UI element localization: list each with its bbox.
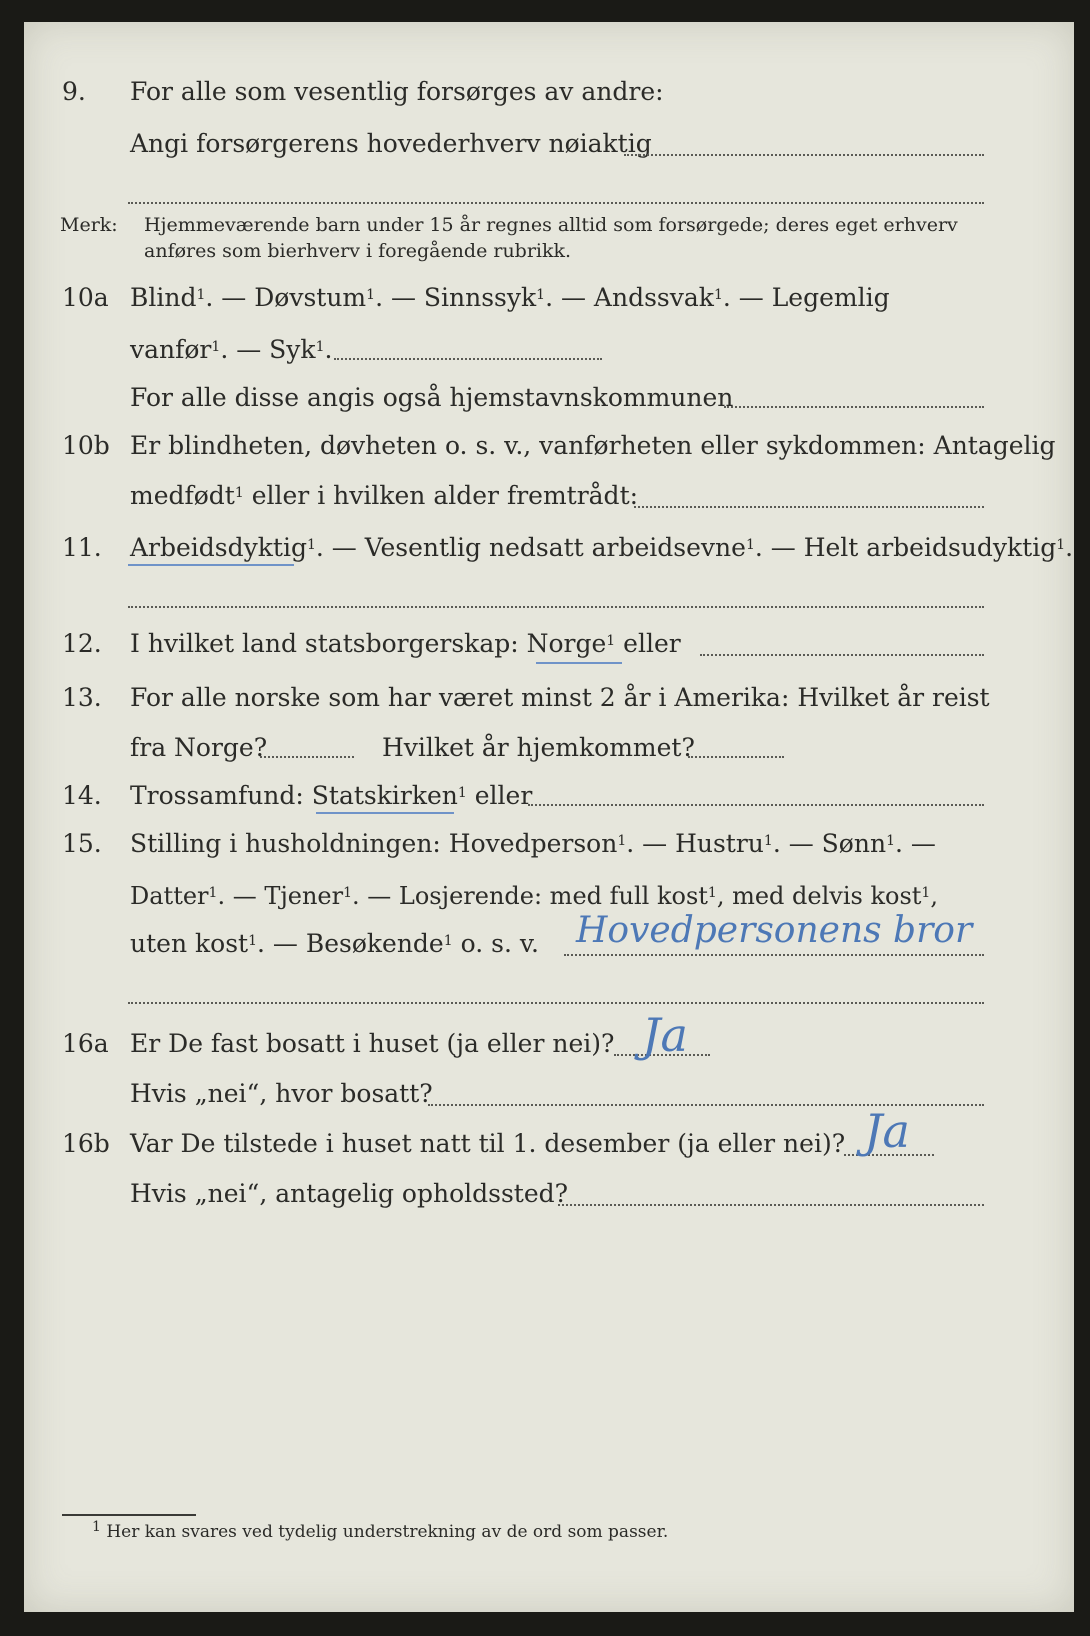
note-text: Hjemmeværende barn under 15 år regnes alltid som forsørgede; deres eget erhverv (144, 214, 958, 236)
answer-line (128, 1002, 984, 1004)
question-text: Var De tilstede i huset natt til 1. desember (ja eller nei)? (130, 1129, 846, 1158)
note-text: anføres som bierhverv i foregående rubrikk. (144, 240, 572, 262)
question-text: I hvilket land statsborgerskap: Norge$^1$ eller (130, 629, 681, 658)
question-text: vanfør$^1$. — Syk$^1$. (130, 335, 333, 364)
footnote-divider (62, 1514, 196, 1516)
question-text: Hvis „nei“, antagelig opholdssted? (130, 1179, 569, 1208)
footnote: $^1$ Her kan svares ved tydelig understrekning av de ord som passer. (92, 1519, 669, 1542)
handwritten-underline (316, 812, 454, 814)
question-text: For alle norske som har været minst 2 år i Amerika: Hvilket år reist (130, 683, 990, 712)
answer-line (128, 606, 984, 608)
question-text: Trossamfund: Statskirken$^1$ eller (130, 781, 533, 810)
question-number: 16b (62, 1129, 110, 1158)
note-label: Merk: (60, 214, 118, 236)
answer-line (334, 358, 602, 360)
handwritten-underline (128, 564, 294, 566)
question-number: 15. (62, 829, 102, 858)
question-number: 10b (62, 431, 110, 460)
question-text: Stilling i husholdningen: Hovedperson$^1$. — Hustru$^1$. — Sønn$^1$. — (130, 829, 936, 858)
handwritten-answer: Ja (864, 1104, 910, 1158)
answer-line (528, 804, 984, 806)
question-text: fra Norge? (130, 733, 268, 762)
question-number: 14. (62, 781, 102, 810)
handwritten-answer: Hovedpersonens bror (576, 910, 973, 951)
answer-line (558, 1204, 984, 1206)
question-text: Angi forsørgerens hovederhverv nøiaktig (130, 129, 652, 158)
question-text: Er blindheten, døvheten o. s. v., vanførheten eller sykdommen: Antagelig (130, 431, 1056, 460)
handwritten-answer: Ja (642, 1008, 688, 1062)
question-text: uten kost$^1$. — Besøkende$^1$ o. s. v. (130, 929, 539, 958)
question-number: 13. (62, 683, 102, 712)
question-number: 12. (62, 629, 102, 658)
answer-line (564, 954, 984, 956)
question-text: For alle disse angis også hjemstavnskommunen (130, 383, 734, 412)
question-text: Arbeidsdyktig$^1$. — Vesentlig nedsatt arbeidsevne$^1$. — Helt arbeidsudyktig$^1$. (130, 533, 1074, 562)
question-number: 10a (62, 283, 109, 312)
handwritten-underline (536, 662, 622, 664)
answer-line (624, 154, 984, 156)
question-text: medfødt$^1$ eller i hvilken alder fremtrådt: (130, 481, 639, 510)
answer-line (128, 202, 984, 204)
answer-line (634, 506, 984, 508)
question-number: 16a (62, 1029, 109, 1058)
answer-line (724, 406, 984, 408)
question-text: For alle som vesentlig forsørges av andre: (130, 77, 664, 106)
question-text: Er De fast bosatt i huset (ja eller nei)? (130, 1029, 615, 1058)
census-form-page (24, 22, 1074, 1612)
question-text: Datter$^1$. — Tjener$^1$. — Losjerende: med full kost$^1$, med delvis kost$^1$, (130, 882, 938, 910)
answer-line (260, 756, 354, 758)
answer-line (688, 756, 784, 758)
question-text: Hvilket år hjemkommet? (382, 733, 695, 762)
question-text: Blind$^1$. — Døvstum$^1$. — Sinnssyk$^1$. — Andssvak$^1$. — Legemlig (130, 283, 890, 312)
question-number: 9. (62, 77, 86, 106)
question-text: Hvis „nei“, hvor bosatt? (130, 1079, 433, 1108)
answer-line (700, 654, 984, 656)
question-number: 11. (62, 533, 102, 562)
